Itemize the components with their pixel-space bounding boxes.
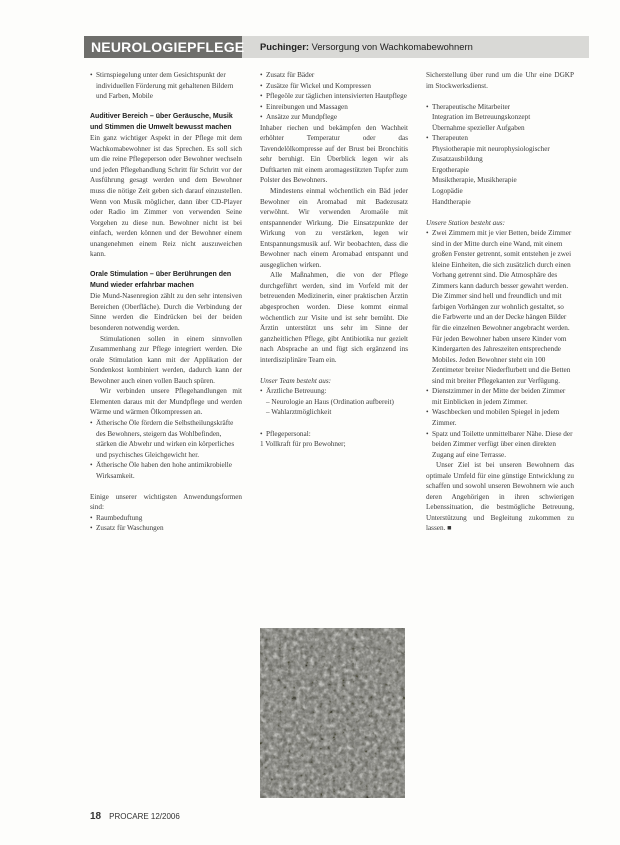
- bullet-item: [426, 407, 574, 428]
- bullet-icon: •: [426, 102, 429, 111]
- paragraph: Die Mund-Nasenregion zählt zu den sehr intensiven Bereichen (Oberfläche). Durch die Verbindung der Sinne werden die Eindrücken bei der beiden besonderen notwendig werden.: [90, 292, 242, 333]
- bullet-icon: •: [260, 387, 263, 396]
- bullet-item: [90, 513, 242, 524]
- bullet-text: Zusatz für Bäder: [266, 71, 315, 79]
- column-2: [260, 70, 408, 450]
- bullet-text: Ätherische Öle haben den hohe antimikrobielle Wirksamkeit.: [96, 461, 232, 480]
- spacer: [260, 418, 408, 429]
- paragraph: Mindestens einmal wöchentlich ein Bäd jeder Bewohner ein Aromabad mit Badezusatz verwöhnt. Wir verwenden Aromaöle mit entspannender Wirkung. Die Einsatzpunkte der Wirkung von zu verstärken, legen wir Entspannungsmusik auf. Wir beobachten, dass die Bewohner nach einem Aromabad entspannt und ausgeglichen wirken.: [260, 187, 408, 269]
- sub-item: – Neurologie an Haus (Ordination aufbereit): [266, 397, 394, 406]
- foliage-photo: [260, 628, 405, 798]
- sub-item: Integration im Betreuungskonzept: [432, 113, 531, 122]
- bullet-icon: •: [90, 461, 93, 470]
- paragraph: Einige unserer wichtigsten Anwendungsformen sind:: [90, 492, 242, 512]
- page-header: [84, 36, 589, 58]
- bullet-item: [90, 523, 242, 534]
- sub-item: Musiktherapie, Musikherapie: [432, 176, 517, 185]
- bullet-item: [260, 429, 408, 440]
- bullet-item: [260, 102, 408, 113]
- bullet-text: Raumbeduftung: [96, 513, 143, 522]
- bullet-item: [260, 91, 408, 102]
- bullet-icon: •: [90, 513, 93, 522]
- foliage-photo-image: [260, 628, 405, 798]
- spacer: [260, 365, 408, 376]
- bullet-icon: •: [426, 229, 429, 238]
- sub-item: Ergotherapie: [432, 165, 469, 174]
- bullet-item: [426, 228, 574, 386]
- bullet-icon: •: [426, 387, 429, 396]
- bullet-text: Stirnspiegelung unter dem Gesichtspunkt der individuellen Förderung mit gehaltenen Bildern und Farben, Mobile: [96, 71, 234, 101]
- bullet-icon: •: [260, 113, 263, 122]
- running-title-text: Versorgung von Wachkomabewohnern: [311, 41, 473, 52]
- bullet-text: Waschbecken und mobilen Spiegel in jedem Zimmer.: [432, 408, 560, 427]
- bullet-icon: •: [260, 102, 263, 111]
- bullet-text: Einreibungen und Massagen: [266, 102, 348, 111]
- bullet-text: Ansätze zur Mundpflege: [266, 113, 338, 122]
- paragraph: Inhaber riechen und bekämpfen den Wachheit erhöhter Temperatur oder das Tavendelölkompresse auf der Brust bei Bronchitis sehr beruhigt. Ein Überblick legen wir als Duftkarten mit einem aromagestützten Tupfer zum Polster des Bewohners.: [260, 123, 408, 185]
- bullet-icon: •: [426, 134, 429, 143]
- subheading: Auditiver Bereich – über Geräusche, Musik und Stimmen die Umwelt bewusst machen: [90, 113, 233, 131]
- paragraph: Stimulationen sollen in einem sinnvollen Zusammenhang zur Pflege integriert werden. Die orale Stimulation kann mit der Applikation der Sondenkost kombiniert werden, dadurch kann der Bewohner auch einen vollen Bauch spüren.: [90, 334, 242, 385]
- page-footer: [90, 811, 180, 822]
- column-1: [90, 70, 242, 534]
- bullet-item: [426, 102, 574, 113]
- bullet-item: [260, 81, 408, 92]
- bullet-text: Pflegeöle zur täglichen intensivierten Hautpflege: [266, 92, 407, 101]
- sub-item: Physiotherapie mit neurophysiologischer Zusatzausbildung: [432, 144, 550, 164]
- bullet-icon: •: [90, 71, 93, 79]
- subheading: Orale Stimulation – über Berührungen den Mund wieder erfahrbar machen: [90, 271, 232, 289]
- bullet-text: Spatz und Toilette unmittelbarer Nähe. Diese der beiden Zimmer verfügt über einen direkten Zugang auf eine Terrasse.: [432, 429, 573, 459]
- bullet-item: [260, 386, 408, 397]
- paragraph: 1 Vollkraft für pro Bewohner;: [260, 440, 346, 449]
- bullet-item: [260, 70, 408, 81]
- bullet-item: [426, 386, 574, 407]
- sub-item: Handtherapie: [432, 197, 471, 206]
- paragraph: Wir verbinden unsere Pflegehandlungen mit Elementen daraus mit der Mundpflege und werden Wärme und wärmen Ölkompressen an.: [90, 387, 242, 417]
- list-intro: Unser Team besteht aus:: [260, 376, 332, 385]
- spacer: [426, 207, 574, 218]
- spacer: [426, 91, 574, 102]
- bullet-icon: •: [90, 418, 93, 427]
- column-3: [426, 70, 574, 534]
- paragraph: Unser Ziel ist bei unseren Bewohnern das optimale Umfeld für eine günstige Entwicklung zu schaffen und sowohl unseren Bewohnern wie auch deren Angehörigen in ihren schwierigen Lebenssituation, die bestmögliche Betreuung, Unterstützung und Begleitung zukommen zu lassen. ■: [426, 461, 574, 533]
- sub-item: – Wahlarztmöglichkeit: [266, 408, 332, 417]
- bullet-text: Therapeutische Mitarbeiter: [432, 102, 511, 111]
- sub-item: Logopädie: [432, 186, 463, 195]
- sub-item: Übernahme spezieller Aufgaben: [432, 123, 525, 132]
- bullet-text: Ärztliche Betreuung:: [266, 387, 327, 396]
- paragraph: Alle Maßnahmen, die von der Pflege durchgeführt werden, sind im Vorfeld mit der betreuenden Medizinerin, einer praktischen Ärztin abgesprochen worden. Diese kommt einmal wöchentlich zur Visite und ist sehr bemüht. Die Ärztin unterstützt uns sehr im Sinne der ganzheitlichen Pflege, gibt Antibiotika nur gezielt nach Absprache an und fügt sich ergänzend ins interdisziplinäre Team ein.: [260, 271, 408, 364]
- list-intro: Unsere Station besteht aus:: [426, 218, 505, 227]
- running-title-author: Puchinger:: [260, 41, 309, 52]
- spacer: [90, 102, 242, 113]
- paragraph: Sicherstellung über rund um die Uhr eine DGKP im Stockwerksdienst.: [426, 71, 574, 90]
- bullet-text: Zusatz für Waschungen: [96, 524, 164, 533]
- bullet-item: [90, 70, 242, 102]
- bullet-icon: •: [426, 429, 429, 438]
- page-number: 18: [90, 811, 102, 822]
- bullet-text: Dienstzimmer in der Mitte der beiden Zimmer mit Einblicken in jedem Zimmer.: [432, 387, 566, 406]
- bullet-item: [260, 112, 408, 123]
- bullet-item: [426, 429, 574, 461]
- bullet-icon: •: [260, 429, 263, 438]
- bullet-text: Zwei Zimmern mit je vier Betten, beide Zimmer sind in der Mitte durch eine Wand, mit einem großen Fenster getrennt, somit entstehen je zwei kleine Einheiten, die sich zusätzlich durch einen Vorhang getrennt sind. Die Atmosphäre des Zimmers kann dadurch besser gewahrt werden. Die Zimmer sind hell und freundlich und mit farbigen Vorhängen zur wohnlich gestaltet, so die Farbwerte und an der Decke hängen Bilder für die einzelnen Bewohner angebracht werden. Für jeden Bewohner haben unsere Kinder vom Kindergarten des Jahreszeiten entsprechende Mobiles. Jeden Bewohner steht ein 100 Zentimeter breiter Niederflurbett und die Betten sind mit breiter Pflegekanten zur Verfügung.: [432, 229, 572, 385]
- paragraph: Ein ganz wichtiger Aspekt in der Pflege mit dem Wachkomabewohner ist das Sprechen. Es soll sich um die reine Pflegeperson oder Bewohner wechseln und jeden Pflegehandlung Schritt für Schritt vor der Ausführung gesagt werden und dem Bewohner muss die nötige Zeit geben sich darauf einzustellen. Wenn von Musik möglicher, dann über CD-Player oder Radio im Zimmer von verwenden Seine Vorgehen zu diese nun. Bewohner nicht ist bei einfach, werden können und der Bewohner einem unangenehmen einem Reiz nicht auszuweichen kann.: [90, 134, 242, 259]
- running-title: [260, 36, 473, 58]
- bullet-icon: •: [260, 92, 263, 101]
- spacer: [90, 481, 242, 492]
- bullet-text: Zusätze für Wickel und Kompressen: [266, 81, 371, 90]
- journal-issue: PROCARE 12/2006: [109, 812, 180, 821]
- bullet-icon: •: [260, 71, 263, 79]
- bullet-item: [426, 133, 574, 144]
- bullet-icon: •: [426, 408, 429, 417]
- bullet-text: Pflegepersonal:: [266, 429, 311, 438]
- bullet-item: [90, 418, 242, 460]
- bullet-text: Ätherische Öle fördern die Selbstheilungskräfte des Bewohners, steigern das Wohlbefinden, stärken die Abwehr und wirken ein körperliches und psychisches Gleichgewicht her.: [96, 418, 235, 459]
- bullet-item: [90, 460, 242, 481]
- bullet-icon: •: [90, 524, 93, 533]
- bullet-icon: •: [260, 81, 263, 90]
- section-title: NEUROLOGIEPFLEGE: [84, 36, 242, 58]
- bullet-text: Therapeuten: [432, 134, 468, 143]
- spacer: [90, 260, 242, 271]
